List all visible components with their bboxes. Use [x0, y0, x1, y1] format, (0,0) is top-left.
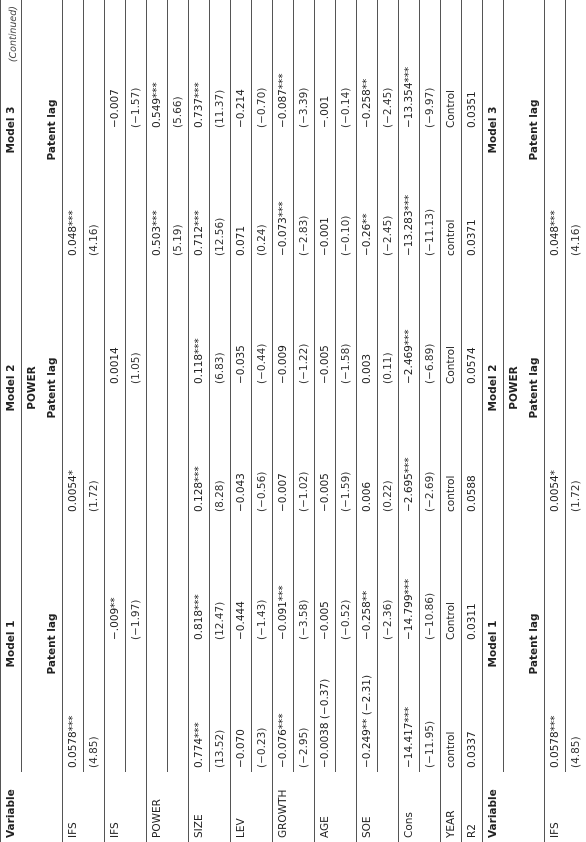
header-row: [1, 0, 22, 842]
tstat-cell: (−10.86): [420, 516, 441, 644]
coef-cell: −.001: [315, 0, 336, 132]
table-row: [147, 0, 168, 842]
coef-cell: −0.007: [273, 388, 294, 516]
blank-cell: [22, 0, 43, 260]
tstat-cell: (4.85): [84, 644, 105, 772]
tstat-cell: (−2.83): [294, 132, 315, 260]
coef-cell: −0.005: [315, 260, 336, 388]
coef-cell: −0.070: [231, 644, 252, 772]
tstat-cell: (4.85): [566, 516, 586, 772]
tstat-cell: (−0.14): [336, 0, 357, 132]
tstat-cell: (−6.89): [420, 260, 441, 388]
table-row: [105, 0, 126, 842]
tstat-cell: (12.47): [210, 516, 231, 644]
coef-cell: 0.0054*: [545, 260, 566, 516]
blank-cell: [524, 772, 545, 842]
coef-cell: control: [441, 644, 462, 772]
table-row: [441, 0, 462, 842]
coef-cell: 0.0311: [462, 516, 483, 644]
blank-cell: [84, 772, 105, 842]
coef-cell: −13.283***: [399, 132, 420, 260]
coef-cell: 0.818***: [189, 516, 210, 644]
tstat-cell: (−1.22): [294, 260, 315, 388]
tstat-cell: (−9.97): [420, 0, 441, 132]
tstat-cell: [84, 516, 105, 644]
coef-cell: 0.118***: [189, 260, 210, 388]
tstat-row: [420, 0, 441, 842]
model-header: Model 2: [483, 260, 504, 516]
coef-cell: 0.0054*: [63, 388, 84, 516]
row-label: SIZE: [189, 772, 210, 842]
coef-cell: −0.007: [105, 0, 126, 132]
coef-cell: 0.0014: [105, 260, 126, 388]
coef-cell: [63, 260, 84, 388]
coef-cell: [105, 644, 126, 772]
repeated-header-row: [483, 0, 504, 842]
table-row: [315, 0, 336, 842]
repeated-sub-header-row: [524, 0, 545, 842]
tstat-cell: (0.22): [378, 388, 399, 516]
coef-cell: 0.503***: [147, 132, 168, 260]
tstat-cell: (6.83): [210, 260, 231, 388]
blank-cell: [168, 772, 189, 842]
row-label: AGE: [315, 772, 336, 842]
coef-cell: 0.0351: [462, 0, 483, 132]
coef-cell: −0.035: [231, 260, 252, 388]
blank-cell: [42, 772, 63, 842]
coef-cell: −0.001: [315, 132, 336, 260]
coef-cell: −2.469***: [399, 260, 420, 388]
blank-cell: [252, 772, 273, 842]
blank-cell: [504, 0, 525, 260]
table-row: [63, 0, 84, 842]
sub-header: Patent lag: [42, 516, 63, 772]
blank-cell: [294, 772, 315, 842]
coef-cell: 0.0578***: [63, 644, 84, 772]
tstat-cell: [84, 260, 105, 388]
coef-cell: −0.249** (−2.31): [357, 644, 378, 772]
coef-cell: −0.0038 (−0.37): [315, 644, 336, 772]
sub-header-row: [42, 0, 63, 842]
table-row: [189, 0, 210, 842]
tstat-cell: (−0.10): [336, 132, 357, 260]
coef-cell: [147, 644, 168, 772]
tstat-cell: (−0.44): [252, 260, 273, 388]
tstat-cell: (−1.57): [126, 0, 147, 132]
coef-cell: −0.009: [273, 260, 294, 388]
tstat-cell: (8.28): [210, 388, 231, 516]
coef-cell: [105, 132, 126, 260]
tstat-cell: (−2.69): [420, 388, 441, 516]
coef-cell: −2.695***: [399, 388, 420, 516]
coef-cell: [147, 260, 168, 388]
coef-cell: −0.444: [231, 516, 252, 644]
tstat-cell: [84, 0, 105, 132]
tstat-cell: [378, 644, 399, 772]
coef-cell: −0.005: [315, 388, 336, 516]
regression-table-body: [1, 0, 586, 842]
model-header: Model 2: [1, 260, 22, 516]
tstat-cell: [336, 644, 357, 772]
blank-cell: [566, 772, 586, 842]
tstat-row: [336, 0, 357, 842]
blank-cell: [210, 772, 231, 842]
tstat-cell: (5.19): [168, 132, 189, 260]
coef-cell: 0.003: [357, 260, 378, 388]
coef-cell: −0.258**: [357, 516, 378, 644]
tstat-cell: (−0.23): [252, 644, 273, 772]
blank-cell: [378, 772, 399, 842]
model-header: Model 3: [1, 0, 22, 260]
tstat-cell: (0.24): [252, 132, 273, 260]
tstat-cell: (−2.95): [294, 644, 315, 772]
coef-cell: −0.076***: [273, 644, 294, 772]
tstat-cell: (−11.95): [420, 644, 441, 772]
group-header: POWER: [26, 366, 38, 410]
tstat-cell: (0.11): [378, 260, 399, 388]
coef-cell: −14.417***: [399, 644, 420, 772]
tstat-cell: (−0.56): [252, 388, 273, 516]
tstat-row: [210, 0, 231, 842]
blank-cell: [420, 772, 441, 842]
row-label: R2: [462, 772, 483, 842]
variable-header: Variable: [1, 772, 22, 842]
tstat-cell: (−2.45): [378, 0, 399, 132]
coef-cell: 0.0371: [462, 132, 483, 260]
model-header: Model 1: [1, 516, 22, 772]
tstat-cell: (−3.58): [294, 516, 315, 644]
row-label: IFS: [545, 772, 566, 842]
coef-cell: 0.0588: [462, 388, 483, 516]
tstat-cell: (−2.36): [378, 516, 399, 644]
coef-cell: 0.0578***: [545, 516, 566, 772]
tstat-cell: [126, 644, 147, 772]
table-row: [399, 0, 420, 842]
tstat-row: [84, 0, 105, 842]
coef-cell: −0.26**: [357, 132, 378, 260]
tstat-cell: (1.72): [84, 388, 105, 516]
row-label: IFS: [105, 772, 126, 842]
row-label: POWER: [147, 772, 168, 842]
coef-cell: −14.799***: [399, 516, 420, 644]
row-label: LEV: [231, 772, 252, 842]
tstat-cell: (5.66): [168, 0, 189, 132]
coef-cell: −0.073***: [273, 132, 294, 260]
coef-cell: [63, 516, 84, 644]
coef-cell: −0.043: [231, 388, 252, 516]
coef-cell: 0.737***: [189, 0, 210, 132]
tstat-cell: (11.37): [210, 0, 231, 132]
tstat-cell: [168, 388, 189, 516]
coef-cell: −.009**: [105, 516, 126, 644]
tstat-cell: (−1.58): [336, 260, 357, 388]
variable-header: Variable: [483, 772, 504, 842]
coef-cell: 0.0574: [462, 260, 483, 388]
tstat-cell: (13.52): [210, 644, 231, 772]
sub-header: Patent lag: [42, 260, 63, 516]
coef-cell: control: [441, 388, 462, 516]
tstat-row: [294, 0, 315, 842]
coef-cell: control: [441, 132, 462, 260]
tstat-cell: (−11.13): [420, 132, 441, 260]
coef-cell: 0.712***: [189, 132, 210, 260]
coef-cell: [147, 516, 168, 644]
blank-cell: [336, 772, 357, 842]
tstat-cell: (4.16): [566, 0, 586, 260]
coef-cell: Control: [441, 516, 462, 644]
table-row: [357, 0, 378, 842]
tstat-cell: (1.05): [126, 260, 147, 388]
tstat-cell: (1.72): [566, 260, 586, 516]
model-header: Model 3: [483, 0, 504, 260]
tstat-row: [126, 0, 147, 842]
tstat-cell: (−0.70): [252, 0, 273, 132]
coef-cell: −0.005: [315, 516, 336, 644]
table-row: [273, 0, 294, 842]
coef-cell: 0.071: [231, 132, 252, 260]
continued-label: (Continued): [8, 6, 19, 63]
tstat-row: [566, 0, 586, 842]
coef-cell: −13.354***: [399, 0, 420, 132]
coef-cell: 0.006: [357, 388, 378, 516]
sub-header: Patent lag: [524, 0, 545, 260]
tstat-cell: (4.16): [84, 132, 105, 260]
tstat-row: [378, 0, 399, 842]
tstat-cell: (−1.02): [294, 388, 315, 516]
blank-cell: [504, 772, 525, 842]
sub-header: Patent lag: [42, 0, 63, 260]
tstat-row: [168, 0, 189, 842]
sub-header: Patent lag: [524, 260, 545, 516]
coef-cell: 0.774***: [189, 644, 210, 772]
coef-cell: [147, 388, 168, 516]
coef-cell: −0.258**: [357, 0, 378, 132]
tstat-cell: [126, 132, 147, 260]
table-row: [545, 0, 566, 842]
tstat-cell: (12.56): [210, 132, 231, 260]
coef-cell: 0.0337: [462, 644, 483, 772]
coef-cell: [105, 388, 126, 516]
coef-cell: Control: [441, 0, 462, 132]
tstat-row: [252, 0, 273, 842]
coef-cell: [63, 0, 84, 132]
tstat-cell: (−1.97): [126, 516, 147, 644]
blank-cell: [504, 516, 525, 772]
sub-header: Patent lag: [524, 516, 545, 772]
coef-cell: Control: [441, 260, 462, 388]
tstat-cell: (−0.52): [336, 516, 357, 644]
model-header: Model 1: [483, 516, 504, 772]
table-row: [231, 0, 252, 842]
table-row: [462, 0, 483, 842]
row-label: SOE: [357, 772, 378, 842]
coef-cell: 0.048***: [63, 132, 84, 260]
blank-cell: [22, 772, 43, 842]
coef-cell: −0.087***: [273, 0, 294, 132]
tstat-cell: (−1.59): [336, 388, 357, 516]
tstat-cell: [168, 516, 189, 644]
tstat-cell: [168, 260, 189, 388]
coef-cell: −0.091***: [273, 516, 294, 644]
row-label: Cons: [399, 772, 420, 842]
coef-cell: 0.549***: [147, 0, 168, 132]
group-header: POWER: [508, 366, 520, 410]
tstat-cell: [126, 388, 147, 516]
tstat-cell: (−1.43): [252, 516, 273, 644]
coef-cell: 0.048***: [545, 0, 566, 260]
blank-cell: [22, 516, 43, 772]
tstat-cell: [168, 644, 189, 772]
row-label: GROWTH: [273, 772, 294, 842]
repeated-group-header-row: [504, 0, 525, 842]
row-label: IFS: [63, 772, 84, 842]
coef-cell: 0.128***: [189, 388, 210, 516]
blank-cell: [126, 772, 147, 842]
row-label: YEAR: [441, 772, 462, 842]
tstat-cell: (−3.39): [294, 0, 315, 132]
coef-cell: −0.214: [231, 0, 252, 132]
tstat-cell: (−2.45): [378, 132, 399, 260]
group-header-row: [22, 0, 43, 842]
